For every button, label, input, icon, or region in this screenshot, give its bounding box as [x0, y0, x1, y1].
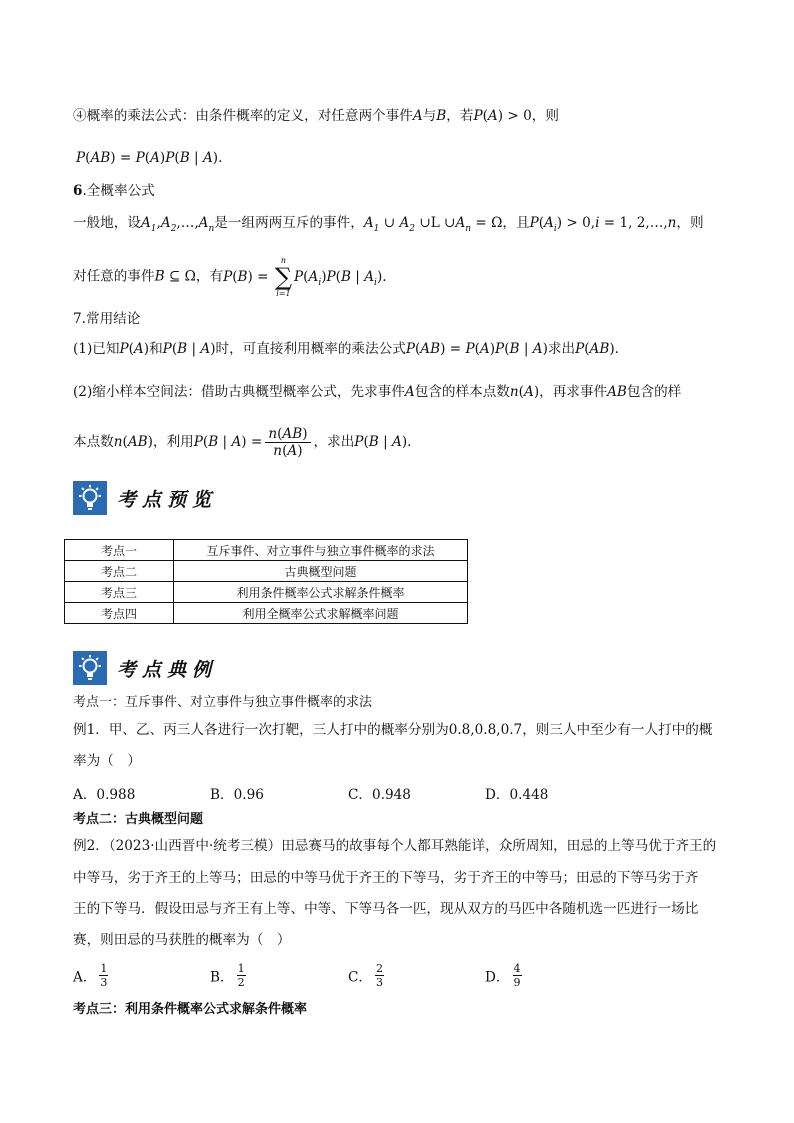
option-label: A． [73, 969, 97, 986]
item4-then: ，则 [531, 108, 559, 124]
option-value: 0.948 [372, 787, 411, 803]
option-label: C． [348, 969, 372, 986]
option-label: C． [348, 787, 372, 803]
table-cell-topic: 利用全概率公式求解概率问题 [174, 603, 468, 624]
math-union: $A_1$ ∪ $A_2$ ∪L $\cup A_n = \Omega$ [363, 215, 503, 234]
sec6-text-e: 对任意的事件 [73, 268, 155, 285]
math-total-probability-formula: P(B) = n ∑ i=1 $P(A_i)P(B$ | $A_i$). [223, 256, 387, 298]
math-nA: n(A) [509, 384, 540, 400]
fraction-denominator: 3 [100, 976, 108, 989]
table-row [65, 603, 468, 624]
sec6-heading [73, 181, 155, 201]
math-B-subset: B ⊆ Ω [154, 268, 196, 285]
c2-text-b: 包含的样本点数 [414, 384, 510, 400]
table-row [65, 561, 468, 582]
fraction-denominator: 9 [513, 976, 521, 989]
ex1-option-b[interactable] [210, 783, 264, 803]
math-A2: A [404, 384, 415, 400]
option-fraction [513, 962, 522, 989]
ex2-option-c[interactable] [348, 962, 387, 989]
c2-text-d: 包含的样 [626, 384, 682, 400]
item4-formula [76, 148, 222, 168]
c2-text-c: ，再求事件 [539, 384, 608, 400]
option-value: 0.448 [509, 787, 549, 803]
example2-line4: 赛，则田忌的马获胜的概率为（ ） [73, 932, 291, 948]
sec6-text-d: ，则 [676, 215, 704, 231]
fraction-denominator: 3 [376, 976, 383, 989]
option-fraction [375, 962, 384, 989]
ex1-option-d[interactable] [485, 783, 548, 803]
preview-banner-title: 考点预览 [117, 488, 218, 511]
ex1-text-b: ，则三人中至少有一人打中的概 [522, 722, 713, 738]
kp2-heading: 考点二：古典概型问题 [73, 812, 204, 827]
item4-line1 [73, 106, 559, 126]
kp1-heading: 考点一：互斥事件、对立事件与独立事件概率的求法 [73, 695, 373, 710]
c2-text-f: ，利用 [152, 434, 194, 450]
example1-line1 [73, 720, 713, 740]
example1-line2: 率为（ ） [73, 753, 141, 769]
option-label: A． [73, 787, 97, 803]
math-A-list: $A_1,A_2,\dots,A_n$ [140, 215, 215, 234]
math-AB: AB [607, 384, 627, 400]
sec6-text-c: ，且 [502, 215, 530, 231]
ex1-option-c[interactable] [348, 783, 411, 803]
option-value: 0.988 [96, 787, 136, 803]
table-cell-label: 考点二 [65, 561, 174, 582]
sec6-title: .全概率公式 [82, 183, 155, 199]
math-nAB: n(AB) [113, 434, 153, 450]
math-B: B [436, 108, 447, 124]
table-cell-label: 考点四 [65, 603, 174, 624]
table-cell-topic: 利用条件概率公式求解条件概率 [174, 582, 468, 603]
option-label: D． [485, 969, 510, 986]
sec7-conclusion-2b [73, 420, 411, 464]
table-cell-topic: 互斥事件、对立事件与独立事件概率的求法 [174, 540, 468, 561]
math-PB-given-A: P(B | A) [162, 341, 216, 357]
sec6-text-f: ，有 [195, 268, 224, 285]
example2-line2: 中等马，劣于齐王的上等马；田忌的中等马优于齐王的下等马，劣于齐王的中等马；田忌的下等马劣于齐 [73, 870, 699, 886]
fraction-nAB-over-nA: $\frac{n(AB)}{n(A)}$ [265, 426, 310, 459]
fraction-numerator: 4 [513, 962, 521, 975]
table-cell-label: 考点一 [65, 540, 174, 561]
examples-banner-title: 考点典例 [117, 658, 218, 681]
option-label: D． [485, 787, 510, 803]
item4-intro: ④概率的乘法公式：由条件概率的定义，对任意两个事件 [73, 108, 413, 124]
table-cell-topic: 古典概型问题 [174, 561, 468, 582]
preview-table [64, 539, 468, 624]
sec6-line2 [73, 256, 387, 298]
math-conditional-fraction: P(B | A) = $\frac{n(AB)}{n(A)}$ [194, 434, 314, 450]
ex2-option-d[interactable] [485, 962, 525, 989]
table-row [65, 582, 468, 603]
math-PA: P(A) [119, 341, 150, 357]
c1-text-b: 和 [149, 341, 163, 357]
fraction-numerator: 2 [376, 962, 383, 975]
math-PB-given-A-result: P(B | A). [354, 434, 412, 450]
c2-text-g: ，求出 [313, 434, 355, 450]
example2-line1: 例2．（2023·山西晋中·统考三模）田忌赛马的故事每个人都耳熟能详，众所周知，田忌的上等马优于齐王的 [73, 838, 717, 854]
c1-text-d: 求出 [547, 341, 576, 357]
fraction-numerator: 1 [237, 962, 245, 975]
math-PAB-formula: P(AB) = P(A)P(B | A) [405, 341, 548, 357]
sec6-text-a: 一般地，设 [73, 215, 141, 231]
item4-and: 与 [422, 108, 437, 124]
c1-text-c: 时，可直接利用概率的乘法公式 [215, 341, 406, 357]
lightbulb-gear-icon [73, 481, 107, 515]
ex2-option-b[interactable] [210, 962, 249, 989]
math-multiplication-formula: P(AB) = P(A)P(B | A). [76, 150, 223, 166]
option-label: B． [210, 787, 234, 803]
option-fraction [99, 962, 108, 989]
lightbulb-gear-icon [73, 651, 107, 685]
example2-line3: 王的下等马．假设田忌与齐王有上等、中等、下等马各一匹，现从双方的马匹中各随机选一匹进行一场比 [73, 901, 699, 917]
sec7-heading: 7.常用结论 [73, 311, 141, 327]
ex1-probabilities: 0.8,0.8,0.7 [448, 722, 523, 738]
table-cell-label: 考点三 [65, 582, 174, 603]
fraction-denominator: 2 [237, 976, 245, 989]
kp3-heading: 考点三：利用条件概率公式求解条件概率 [73, 1002, 308, 1017]
summation-symbol: n ∑ i=1 [274, 256, 293, 298]
examples-banner [73, 650, 217, 686]
option-value: 0.96 [233, 787, 264, 803]
ex1-option-a[interactable] [73, 783, 135, 803]
table-row [65, 540, 468, 561]
sec6-line1 [73, 213, 704, 235]
fraction-numerator: 1 [100, 962, 108, 975]
c2-text-e: 本点数 [73, 434, 114, 450]
sec7-conclusion-1 [73, 339, 619, 359]
sec6-text-b: 是一组两两互斥的事件， [214, 215, 364, 231]
sec6-num: 6 [73, 183, 83, 199]
math-PAi-positive: $P(A_i) > 0,i = 1$, 2,…,n [529, 215, 677, 234]
ex2-option-a[interactable] [73, 962, 111, 989]
option-fraction [237, 962, 246, 989]
math-PAB: P(AB). [575, 341, 619, 357]
item4-if: ，若 [446, 108, 474, 124]
math-A: A [412, 108, 423, 124]
ex1-text-a: 例1．甲、乙、丙三人各进行一次打靶，三人打中的概率分别为 [73, 722, 449, 738]
preview-banner [73, 480, 217, 516]
math-PA-gt-0: P(A) > 0 [473, 108, 532, 124]
c2-text-a: (2)缩小样本空间法：借助古典概型概率公式，先求事件 [73, 384, 405, 400]
sec7-conclusion-2 [73, 382, 681, 402]
c1-text-a: (1)已知 [73, 341, 120, 357]
option-label: B． [210, 969, 234, 986]
